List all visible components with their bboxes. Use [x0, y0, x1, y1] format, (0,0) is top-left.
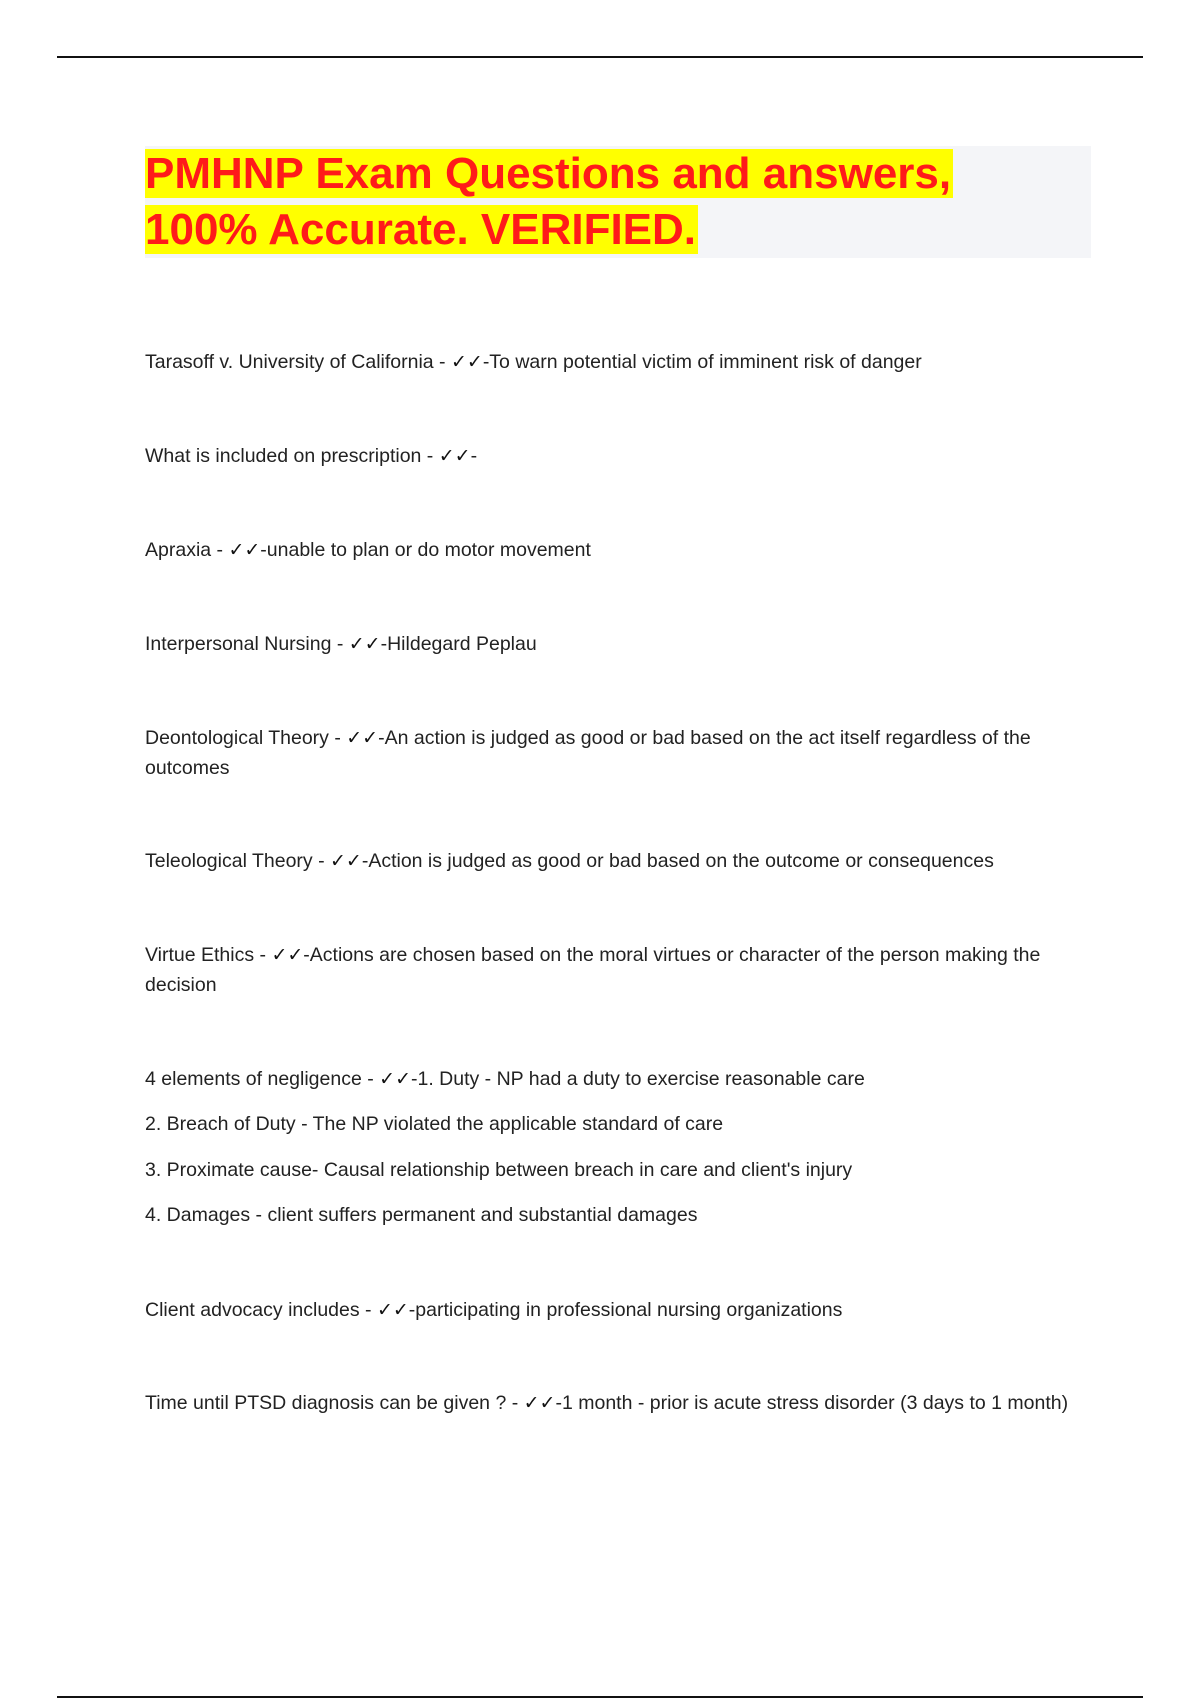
entry-term: Virtue Ethics - [145, 944, 272, 966]
entry-term: Teleological Theory - [145, 850, 330, 872]
entry-term: Deontological Theory - [145, 727, 347, 749]
check-icon: ✓✓ [329, 850, 362, 872]
check-icon: ✓✓ [376, 1299, 409, 1321]
check-icon: ✓✓ [450, 351, 483, 373]
qa-entry-negligence [145, 1064, 1090, 1094]
qa-entry-tarasoff [145, 347, 1090, 377]
check-icon: ✓✓ [523, 1392, 556, 1414]
qa-entry-deontological-theory [145, 723, 1090, 783]
negligence-damages-line: 4. Damages - client suffers permanent and substantial damages [145, 1204, 698, 1226]
check-icon: ✓✓ [348, 633, 381, 655]
bottom-rule [57, 1696, 1143, 1698]
entry-answer: -1. Duty - NP had a duty to exercise reasonable care [411, 1068, 865, 1090]
entry-answer: -1 month - prior is acute stress disorder (3 days to 1 month) [555, 1392, 1069, 1414]
qa-entry-ptsd [145, 1388, 1090, 1418]
entry-term: Interpersonal Nursing - [145, 633, 349, 655]
qa-entry-teleological-theory [145, 846, 1090, 876]
entry-term: Time until PTSD diagnosis can be given ? - [145, 1392, 524, 1414]
entry-term: Client advocacy includes - [145, 1299, 377, 1321]
entry-answer: -To warn potential victim of imminent risk of danger [482, 351, 922, 373]
check-icon: ✓✓ [379, 1068, 411, 1090]
entry-answer: -Actions are chosen based on the moral virtues or character of the person making the decision [145, 944, 1041, 996]
entry-answer: - [470, 445, 478, 467]
entry-term: Apraxia - [145, 539, 229, 561]
entry-answer: -participating in professional nursing organizations [408, 1299, 843, 1321]
entry-term: 4 elements of negligence - [145, 1068, 380, 1090]
negligence-breach-line: 2. Breach of Duty - The NP violated the applicable standard of care [145, 1113, 724, 1135]
entry-answer: -An action is judged as good or bad based on the act itself regardless of the outcomes [145, 727, 1031, 779]
entry-answer: -Hildegard Peplau [380, 633, 537, 655]
top-rule [57, 56, 1143, 58]
entry-term: What is included on prescription - [145, 445, 439, 467]
negligence-cause-line: 3. Proximate cause- Causal relationship between breach in care and client's injury [145, 1159, 853, 1181]
qa-entry-prescription [145, 441, 1090, 471]
entry-answer: -Action is judged as good or bad based on the outcome or consequences [361, 850, 994, 872]
qa-entry-virtue-ethics [145, 940, 1090, 1000]
qa-entry-apraxia [145, 535, 1090, 565]
qa-entry-client-advocacy [145, 1295, 1090, 1325]
check-icon: ✓✓ [271, 944, 304, 966]
check-icon: ✓✓ [346, 727, 379, 749]
qa-entry-interpersonal-nursing [145, 629, 1090, 659]
entry-answer: -unable to plan or do motor movement [260, 539, 591, 561]
check-icon: ✓✓ [228, 539, 261, 561]
check-icon: ✓✓ [438, 445, 471, 467]
entry-term: Tarasoff v. University of California - [145, 351, 451, 373]
document-title: PMHNP Exam Questions and answers, 100% Accurate. VERIFIED. [145, 149, 952, 254]
